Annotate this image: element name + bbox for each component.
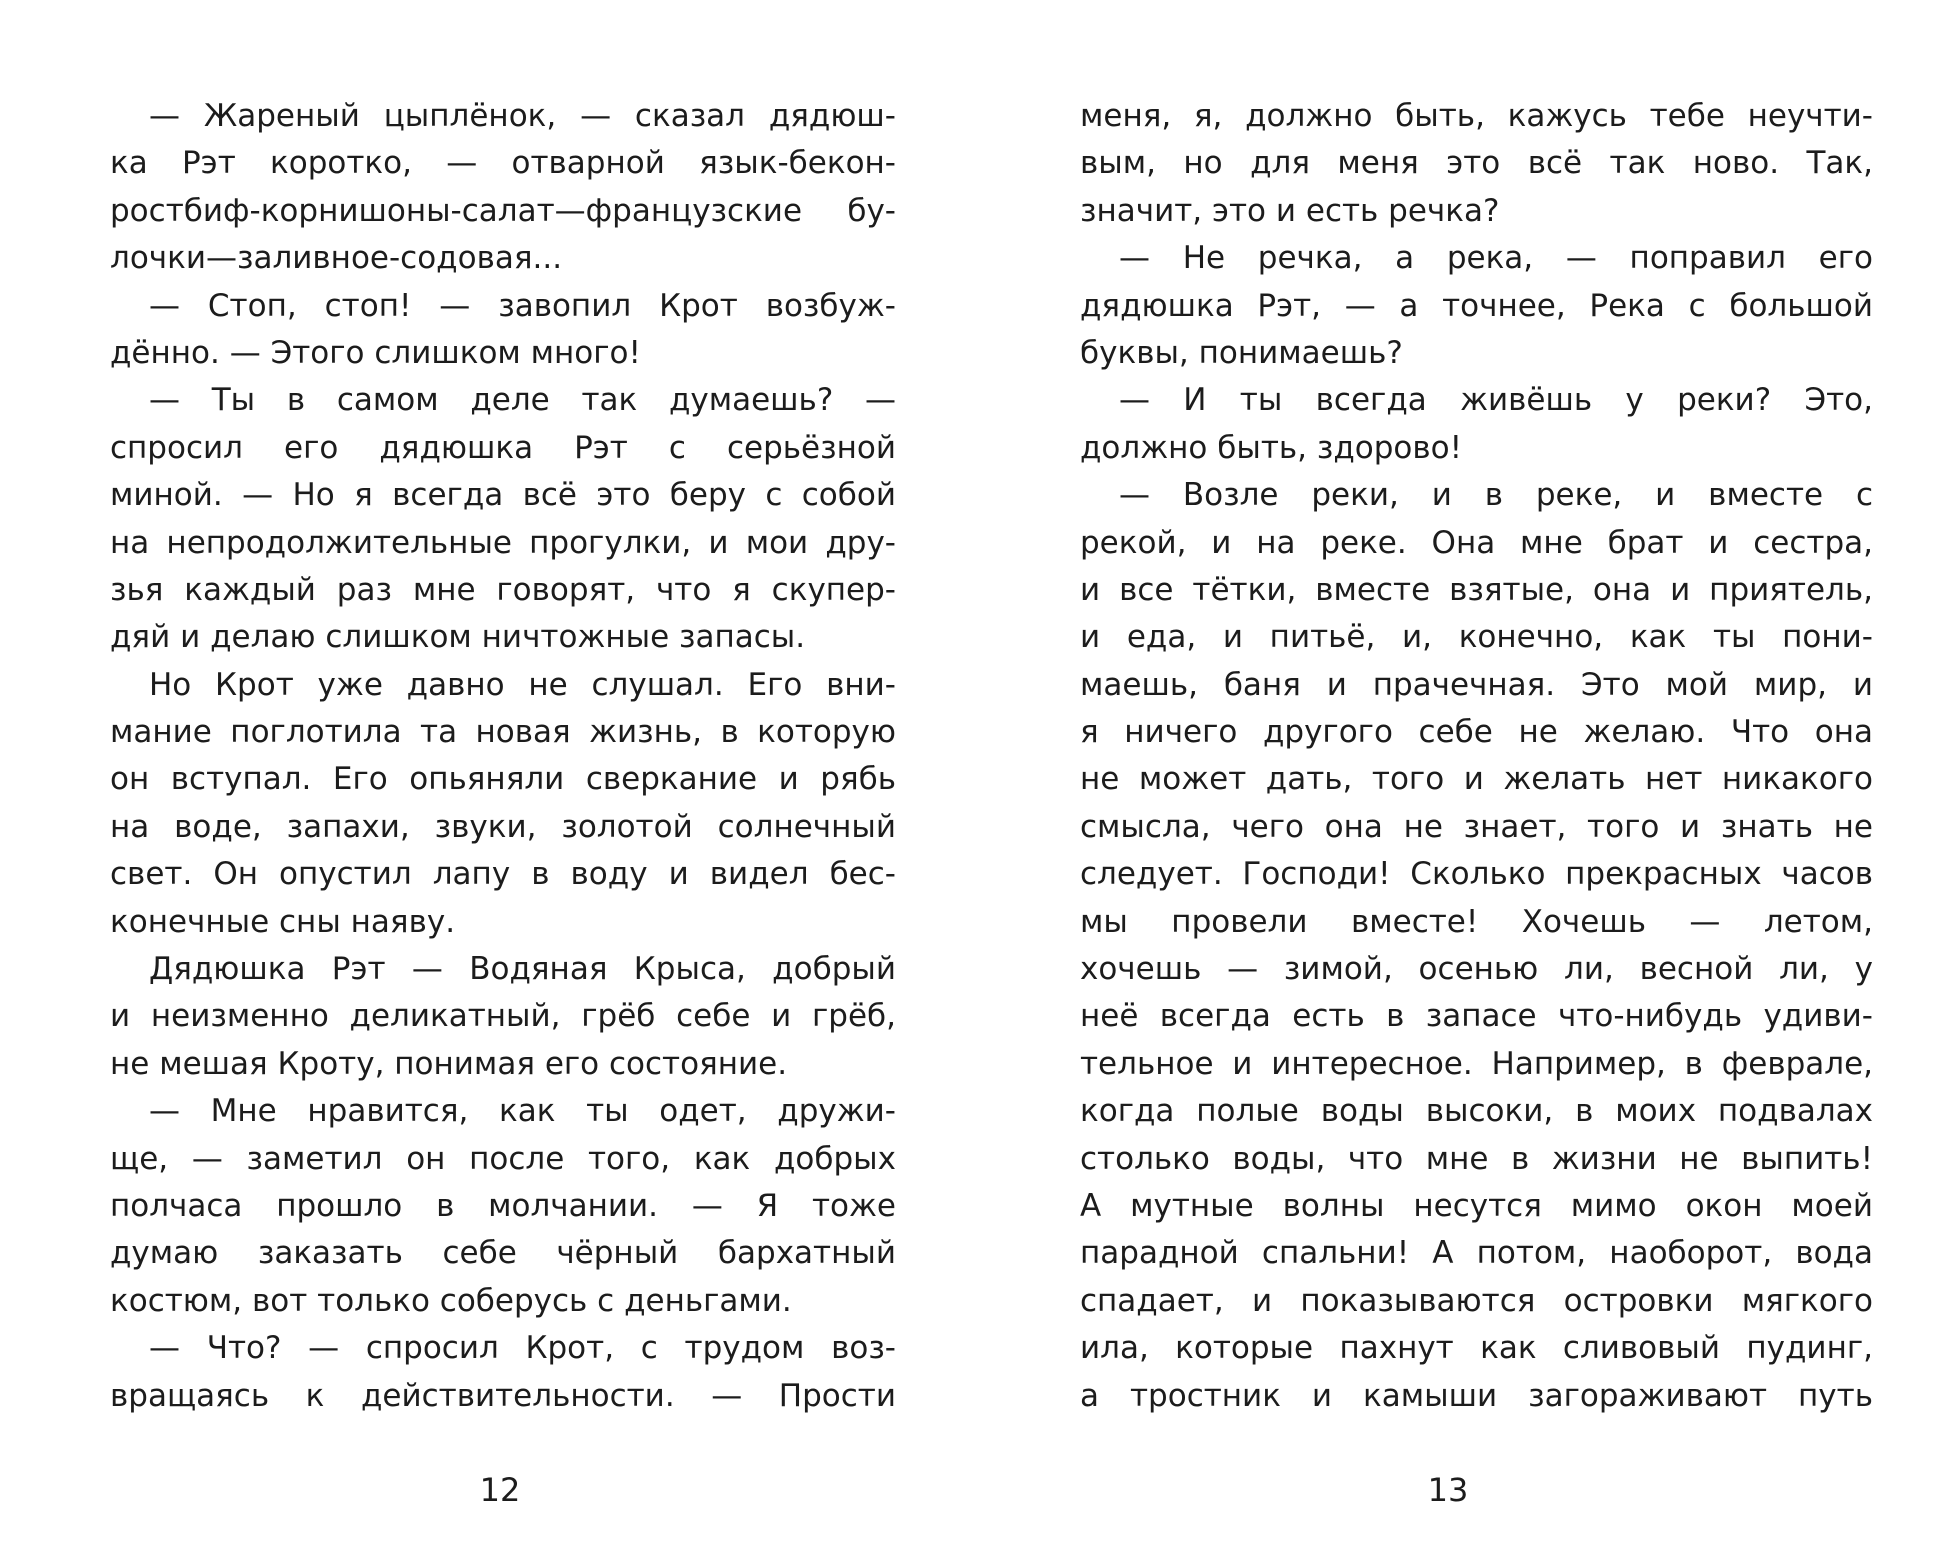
text-line: А мутные волны несутся мимо окон моей xyxy=(1080,1187,1873,1224)
text-line: — Ты в самом деле так думаешь? — xyxy=(149,382,896,419)
text-line: на непродолжительные прогулки, и мои дру- xyxy=(110,524,896,561)
text-line: мание поглотила та новая жизнь, в которую xyxy=(110,714,896,751)
text-line: — Что? — спросил Крот, с трудом воз- xyxy=(149,1330,896,1367)
text-line: я ничего другого себе не желаю. Что она xyxy=(1080,714,1873,751)
text-line: миной. — Но я всегда всё это беру с собой xyxy=(110,477,896,514)
text-line: думаю заказать себе чёрный бархатный xyxy=(110,1235,896,1272)
text-line: Но Крот уже давно не слушал. Его вни- xyxy=(149,666,896,703)
text-line: спадает, и показываются островки мягкого xyxy=(1080,1282,1873,1319)
text-line: неё всегда есть в запасе что-нибудь удиви- xyxy=(1080,998,1873,1035)
text-line: зья каждый раз мне говорят, что я скупер- xyxy=(110,571,896,608)
right-page-text xyxy=(1080,93,1873,1420)
text-line: и все тётки, вместе взятые, она и приятель, xyxy=(1080,571,1873,608)
text-line: когда полые воды высоки, в моих подвалах xyxy=(1080,1093,1873,1130)
right-page xyxy=(975,0,1950,1558)
text-line: — Жареный цыплёнок, — сказал дядюш- xyxy=(149,98,896,134)
text-line: смысла, чего она не знает, того и знать не xyxy=(1080,808,1873,845)
text-line: и неизменно деликатный, грёб себе и грёб, xyxy=(110,998,896,1035)
text-line: рекой, и на реке. Она мне брат и сестра, xyxy=(1080,524,1873,561)
text-line: на воде, запахи, звуки, золотой солнечный xyxy=(110,808,896,845)
text-line: конечные сны наяву. xyxy=(110,903,456,940)
text-line: и еда, и питьё, и, конечно, как ты пони- xyxy=(1080,619,1873,656)
text-line: свет. Он опустил лапу в воду и видел бес- xyxy=(110,856,896,893)
text-line: тельное и интересное. Например, в феврале, xyxy=(1080,1045,1873,1082)
text-line: — Стоп, стоп! — завопил Крот возбуж- xyxy=(149,287,896,324)
left-page-text xyxy=(110,93,896,1420)
page-number: 12 xyxy=(479,1471,521,1509)
text-line: дённо. — Этого слишком много! xyxy=(110,334,641,371)
text-line: значит, это и есть речка? xyxy=(1080,192,1500,229)
text-line: — Не речка, а река, — поправил его xyxy=(1119,240,1873,277)
text-line: не может дать, того и желать нет никакого xyxy=(1080,761,1873,798)
text-line: парадной спальни! А потом, наоборот, вода xyxy=(1080,1235,1873,1272)
text-line: костюм, вот только соберусь с деньгами. xyxy=(110,1282,792,1319)
text-line: дяй и делаю слишком ничтожные запасы. xyxy=(110,619,806,656)
text-line: мы провели вместе! Хочешь — летом, xyxy=(1080,903,1873,940)
text-line: — И ты всегда живёшь у реки? Это, xyxy=(1119,382,1873,419)
text-line: столько воды, что мне в жизни не выпить! xyxy=(1080,1140,1873,1177)
text-line: маешь, баня и прачечная. Это мой мир, и xyxy=(1080,666,1873,703)
text-line: полчаса прошло в молчании. — Я тоже xyxy=(110,1187,896,1224)
text-line: — Мне нравится, как ты одет, дружи- xyxy=(149,1093,896,1130)
text-line: хочешь — зимой, осенью ли, весной ли, у xyxy=(1080,951,1873,988)
text-line: вращаясь к действительности. — Прости xyxy=(110,1377,896,1414)
text-line: ка Рэт коротко, — отварной язык-бекон- xyxy=(110,145,896,182)
text-line: вым, но для меня это всё так ново. Так, xyxy=(1080,145,1873,182)
text-line: а тростник и камыши загораживают путь xyxy=(1080,1377,1873,1414)
text-line: лочки—заливное-содовая... xyxy=(110,240,563,277)
text-line: следует. Господи! Сколько прекрасных часов xyxy=(1080,856,1873,893)
text-line: меня, я, должно быть, кажусь тебе неучти- xyxy=(1080,98,1873,134)
text-line: — Возле реки, и в реке, и вместе с xyxy=(1119,477,1873,514)
page-number: 13 xyxy=(1427,1471,1469,1509)
text-line: ростбиф-корнишоны-салат—французские бу- xyxy=(110,192,896,229)
text-line: должно быть, здорово! xyxy=(1080,429,1463,466)
text-line: ще, — заметил он после того, как добрых xyxy=(110,1140,896,1177)
text-line: дядюшка Рэт, — а точнее, Река с большой xyxy=(1080,287,1873,324)
text-line: не мешая Кроту, понимая его состояние. xyxy=(110,1045,788,1082)
text-line: он вступал. Его опьяняли сверкание и рябь xyxy=(110,761,896,798)
text-line: ила, которые пахнут как сливовый пудинг, xyxy=(1080,1330,1873,1367)
text-line: Дядюшка Рэт — Водяная Крыса, добрый xyxy=(149,951,896,988)
text-line: буквы, понимаешь? xyxy=(1080,334,1403,371)
text-line: спросил его дядюшка Рэт с серьёзной xyxy=(110,429,896,466)
